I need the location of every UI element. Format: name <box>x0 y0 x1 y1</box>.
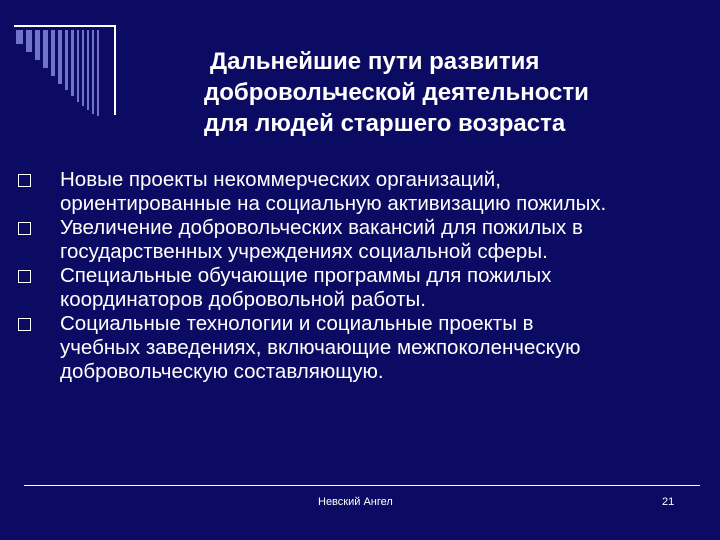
bullet-item <box>18 264 708 312</box>
footer-divider <box>24 485 700 486</box>
bullet-text <box>60 168 708 216</box>
decorative-bar <box>87 30 89 110</box>
decorative-bar <box>26 30 32 52</box>
decorative-horizontal-line <box>14 25 114 27</box>
title-line: добровольческой деятельности <box>204 79 589 106</box>
decorative-bar <box>58 30 62 84</box>
title-line: для людей старшего возраста <box>204 110 566 137</box>
bullet-line: Увеличение добровольческих вакансий для пожилых в <box>60 216 583 239</box>
bullet-item <box>18 312 708 384</box>
page-number: 21 <box>662 496 675 508</box>
hollow-square-bullet-icon <box>18 318 31 331</box>
decorative-bar <box>97 30 99 116</box>
decorative-bar <box>71 30 74 96</box>
bullet-text <box>60 216 708 264</box>
bullet-line: Социальные технологии и социальные проекты в <box>60 312 534 335</box>
bullet-item <box>18 216 708 264</box>
hollow-square-bullet-icon <box>18 270 31 283</box>
decorative-bar <box>51 30 55 76</box>
slide-title <box>204 46 704 139</box>
bullet-text <box>60 312 708 384</box>
decorative-bar <box>65 30 68 90</box>
decorative-vertical-line <box>114 25 116 115</box>
decorative-bar <box>77 30 79 102</box>
decorative-bar <box>82 30 84 106</box>
bullet-line: координаторов добровольной работы. <box>60 288 426 311</box>
title-line: Дальнейшие пути развития <box>210 48 540 75</box>
bullet-line: ориентированные на социальную активизацию пожилых. <box>60 192 607 215</box>
bullet-list <box>18 168 708 384</box>
hollow-square-bullet-icon <box>18 174 31 187</box>
decorative-bar <box>35 30 40 60</box>
bullet-text <box>60 264 708 312</box>
bullet-line: учебных заведениях, включающие межпоколенческую <box>60 336 581 359</box>
bullet-line: добровольческую составляющую. <box>60 360 384 383</box>
bullet-line: Новые проекты некоммерческих организаций, <box>60 168 501 191</box>
bullet-line: Специальные обучающие программы для пожилых <box>60 264 552 287</box>
decorative-bars <box>0 0 120 100</box>
decorative-bar <box>16 30 23 44</box>
hollow-square-bullet-icon <box>18 222 31 235</box>
decorative-bar <box>92 30 94 114</box>
decorative-bar <box>43 30 48 68</box>
bullet-item <box>18 168 708 216</box>
footer-author: Невский Ангел <box>318 496 393 508</box>
bullet-line: государственных учреждениях социальной сферы. <box>60 240 548 263</box>
